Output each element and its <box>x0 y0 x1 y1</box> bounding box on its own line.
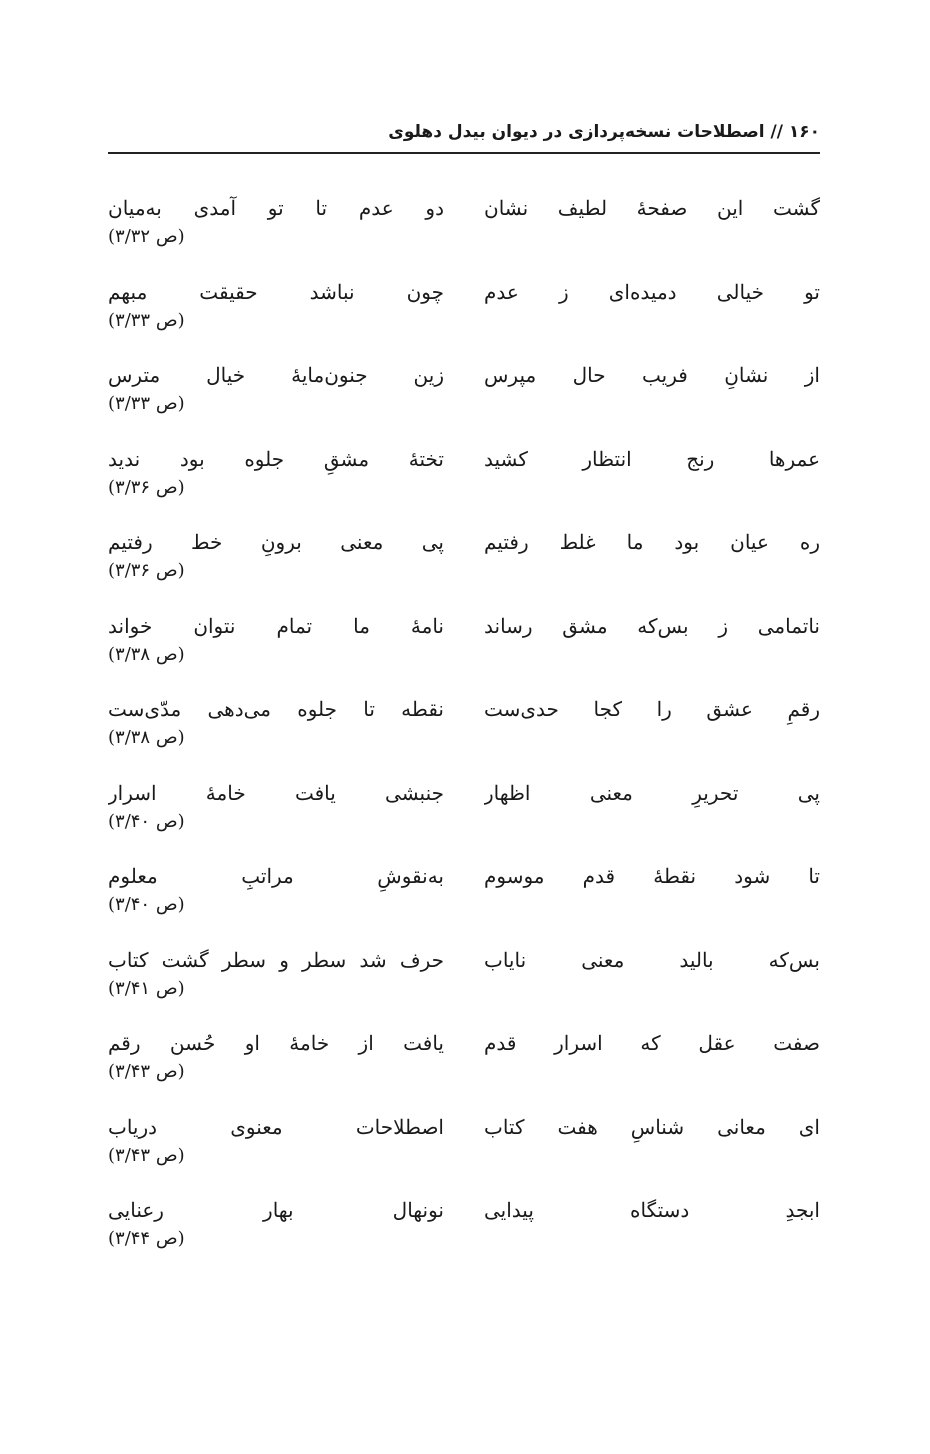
second-hemistich: تختهٔ مشقِ جلوه بود ندید <box>108 446 444 471</box>
first-hemistich: ناتمامی ز بس‌که مشق رساند <box>484 613 820 638</box>
verse-line <box>108 270 820 314</box>
first-hemistich: عمرها رنج انتظار کشید <box>484 446 820 471</box>
first-hemistich: رقمِ عشق را کجا حدی‌ست <box>484 697 820 721</box>
verse-line <box>108 520 820 564</box>
page-reference: (ص ۳/۴۳) <box>108 1144 185 1166</box>
couplet <box>108 1105 820 1189</box>
verse-line <box>108 938 820 982</box>
header-separator: // <box>770 122 783 142</box>
first-hemistich: از نشانِ فریب حال مپرس <box>484 363 820 387</box>
couplet <box>108 604 820 688</box>
page-reference: (ص ۳/۴۴) <box>108 1228 185 1249</box>
second-hemistich: اصطلاحات معنوی دریاب <box>108 1114 444 1139</box>
first-hemistich: تا شود نقطهٔ قدم موسوم <box>484 864 820 888</box>
couplet <box>108 687 820 771</box>
page-reference: (ص ۳/۳۳) <box>108 309 185 331</box>
verse-list <box>108 186 820 1272</box>
first-hemistich: بس‌که بالید معنی نایاب <box>484 947 820 972</box>
verse-line <box>108 854 820 898</box>
couplet <box>108 854 820 938</box>
page-number: ۱۶۰ <box>788 122 820 142</box>
couplet <box>108 270 820 354</box>
first-hemistich: ای معانی شناسِ هفت کتاب <box>484 1114 820 1139</box>
second-hemistich: یافت از خامهٔ او حُسن رقم <box>108 1031 444 1055</box>
page-reference: (ص ۳/۴۰) <box>108 894 185 915</box>
second-hemistich: نقطه تا جلوه می‌دهی مدّی‌ست <box>108 697 444 721</box>
book-title: اصطلاحات نسخه‌پردازی در دیوان بیدل دهلوی <box>388 122 765 142</box>
second-hemistich: زین جنون‌مایهٔ خیال مترس <box>108 363 444 387</box>
verse-line <box>108 1188 820 1232</box>
couplet <box>108 938 820 1022</box>
verse-line <box>108 186 820 230</box>
couplet <box>108 520 820 604</box>
second-hemistich: حرف شد سطر و سطر گشت کتاب <box>108 947 444 972</box>
couplet <box>108 353 820 437</box>
couplet <box>108 1021 820 1105</box>
second-hemistich: نونهال بهار رعنایی <box>108 1198 444 1222</box>
second-hemistich: نامهٔ ما تمام نتوان خواند <box>108 613 444 638</box>
couplet <box>108 771 820 855</box>
verse-line <box>108 1105 820 1149</box>
verse-line <box>108 1021 820 1065</box>
page-reference: (ص ۳/۳۶) <box>108 560 185 581</box>
first-hemistich: تو خیالی دمیده‌ای ز عدم <box>484 279 820 304</box>
couplet <box>108 437 820 521</box>
page-reference: (ص ۳/۳۸) <box>108 643 185 665</box>
page-reference: (ص ۳/۴۰) <box>108 810 185 832</box>
page-reference: (ص ۳/۳۳) <box>108 393 185 414</box>
page-reference: (ص ۳/۳۶) <box>108 476 185 498</box>
verse-line <box>108 437 820 481</box>
first-hemistich: صفت عقل که اسرار قدم <box>484 1031 820 1055</box>
verse-line <box>108 771 820 815</box>
couplet <box>108 1188 820 1272</box>
page-reference: (ص ۳/۳۸) <box>108 727 185 748</box>
verse-line <box>108 353 820 397</box>
page-header <box>108 118 820 154</box>
first-hemistich: ره عیان بود ما غلط رفتیم <box>484 530 820 554</box>
running-head <box>388 122 820 142</box>
second-hemistich: پی معنی برونِ خط رفتیم <box>108 530 444 554</box>
page-reference: (ص ۳/۳۲) <box>108 226 185 247</box>
second-hemistich: جنبشی یافت خامهٔ اسرار <box>108 780 444 805</box>
second-hemistich: به‌نقوشِ مراتبِ معلوم <box>108 864 444 888</box>
page-reference: (ص ۳/۴۱) <box>108 977 185 999</box>
second-hemistich: دو عدم تا تو آمدی به‌میان <box>108 196 444 220</box>
first-hemistich: گشت این صفحهٔ لطیف نشان <box>484 196 820 220</box>
second-hemistich: چون نباشد حقیقت مبهم <box>108 279 444 304</box>
first-hemistich: پی تحریرِ معنی اظهار <box>484 780 820 805</box>
first-hemistich: ابجدِ دستگاه پیدایی <box>484 1198 820 1222</box>
verse-line <box>108 604 820 648</box>
couplet <box>108 186 820 270</box>
verse-line <box>108 687 820 731</box>
page-reference: (ص ۳/۴۳) <box>108 1061 185 1082</box>
